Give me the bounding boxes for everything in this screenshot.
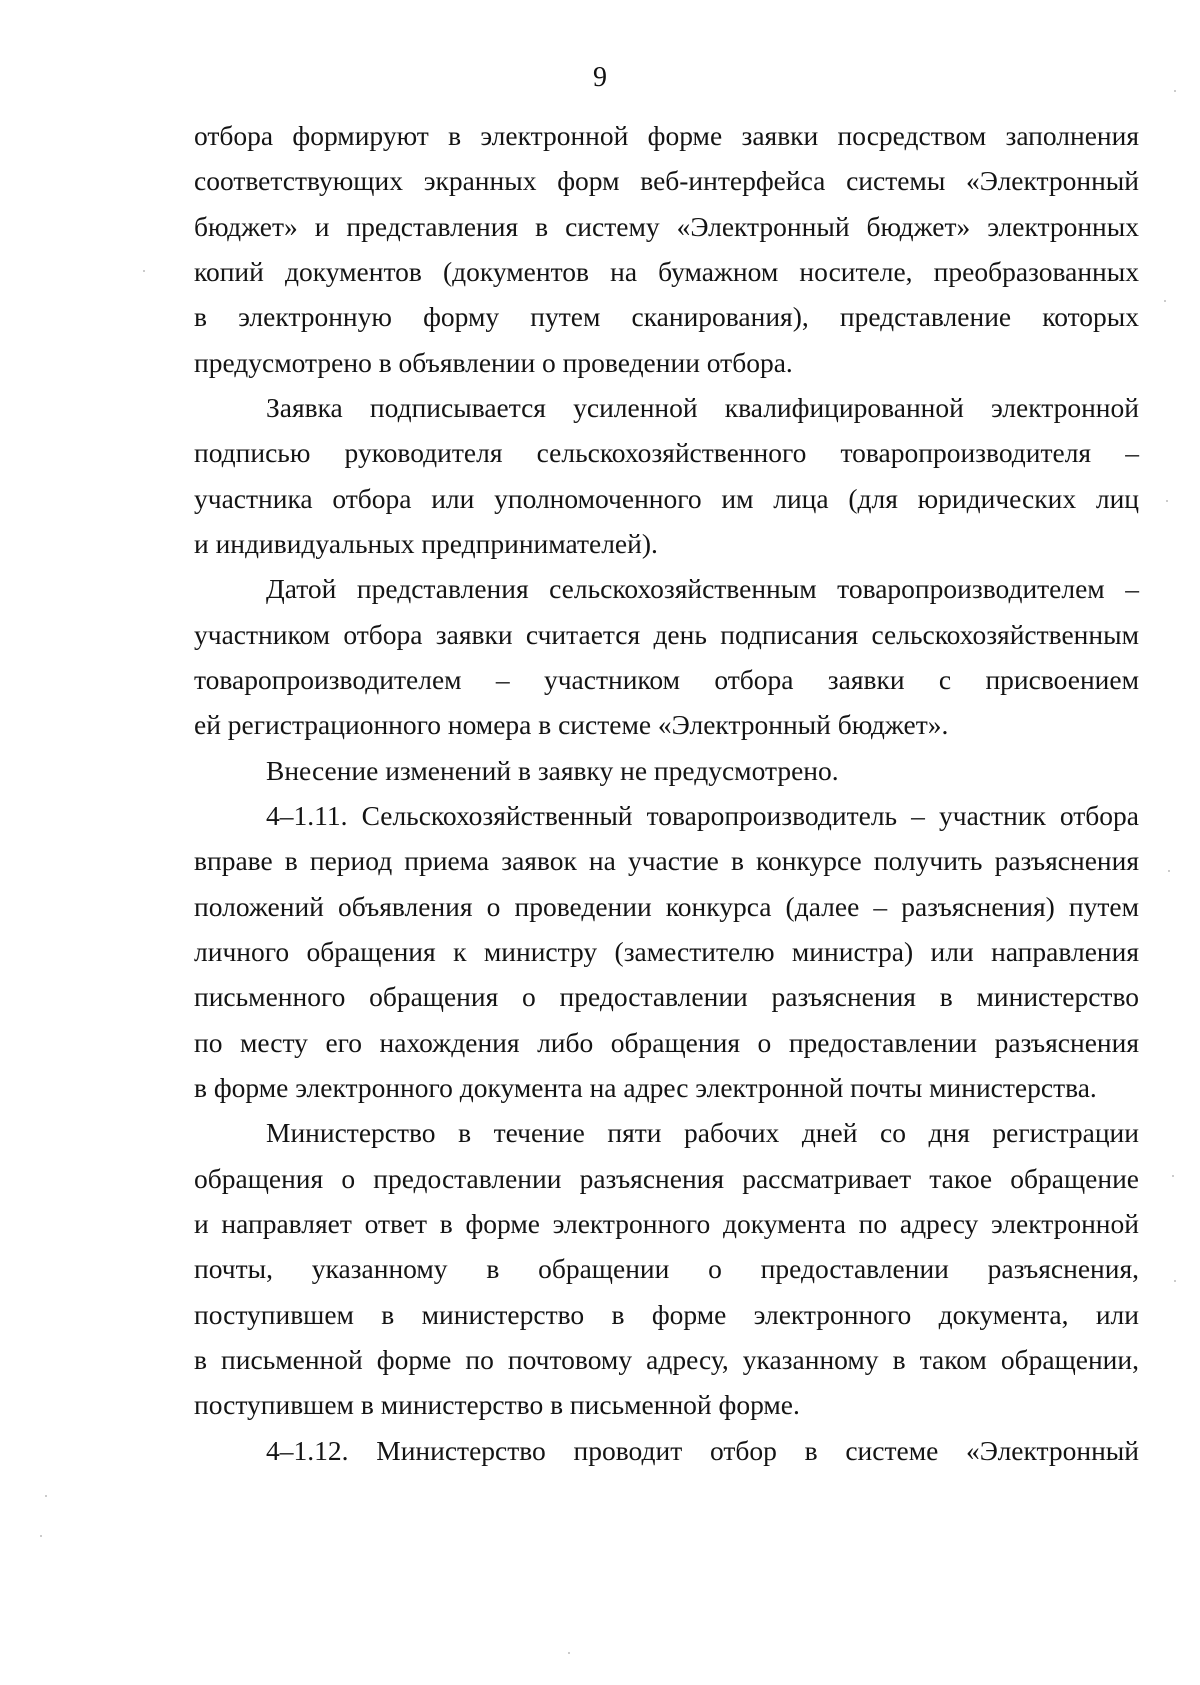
- text-line: в электронную форму путем сканирования), представление которых: [194, 301, 1139, 332]
- text-line: соответствующих экранных форм веб-интерфейса системы «Электронный: [194, 165, 1139, 196]
- scan-speck: [45, 1495, 47, 1497]
- text-line: и направляет ответ в форме электронного документа по адресу электронной: [194, 1208, 1139, 1239]
- text-line: копий документов (документов на бумажном носителе, преобразованных: [194, 256, 1139, 287]
- scan-speck: [143, 270, 145, 272]
- text-line: поступившем в министерство в письменной форме.: [194, 1389, 800, 1420]
- text-line: товаропроизводителем – участником отбора заявки с присвоением: [194, 664, 1139, 695]
- scan-speck: [1168, 870, 1170, 872]
- scan-speck: [40, 1535, 42, 1537]
- text-line: по месту его нахождения либо обращения о предоставлении разъяснения: [194, 1027, 1139, 1058]
- text-line: почты, указанному в обращении о предоставлении разъяснения,: [194, 1253, 1139, 1284]
- scan-speck: [1172, 1175, 1174, 1177]
- text-line: в письменной форме по почтовому адресу, указанному в таком обращении,: [194, 1344, 1139, 1375]
- text-line: отбора формируют в электронной форме заявки посредством заполнения: [194, 120, 1139, 151]
- text-line: участника отбора или уполномоченного им лица (для юридических лиц: [194, 483, 1139, 514]
- scan-speck: [1174, 1280, 1176, 1282]
- page-number: 9: [593, 62, 607, 93]
- text-line: поступившем в министерство в форме электронного документа, или: [194, 1299, 1139, 1330]
- text-line: бюджет» и представления в систему «Электронный бюджет» электронных: [194, 211, 1139, 242]
- text-line: 4–1.12. Министерство проводит отбор в системе «Электронный: [266, 1435, 1139, 1466]
- text-line: Заявка подписывается усиленной квалифицированной электронной: [266, 392, 1139, 423]
- text-line: ей регистрационного номера в системе «Электронный бюджет».: [194, 709, 949, 740]
- text-line: подписью руководителя сельскохозяйственного товаропроизводителя –: [194, 437, 1139, 468]
- text-line: участником отбора заявки считается день подписания сельскохозяйственным: [194, 619, 1139, 650]
- text-line: личного обращения к министру (заместителю министра) или направления: [194, 936, 1139, 967]
- text-line: Датой представления сельскохозяйственным товаропроизводителем –: [266, 573, 1139, 604]
- text-line: в форме электронного документа на адрес электронной почты министерства.: [194, 1072, 1097, 1103]
- text-line: 4–1.11. Сельскохозяйственный товаропроизводитель – участник отбора: [266, 800, 1139, 831]
- text-line: и индивидуальных предпринимателей).: [194, 528, 658, 559]
- text-line: Внесение изменений в заявку не предусмотрено.: [266, 755, 839, 786]
- scan-speck: [1166, 500, 1168, 502]
- scan-speck: [1164, 300, 1166, 302]
- scan-speck: [568, 1652, 570, 1654]
- text-line: письменного обращения о предоставлении разъяснения в министерство: [194, 981, 1139, 1012]
- text-line: Министерство в течение пяти рабочих дней со дня регистрации: [266, 1117, 1139, 1148]
- text-line: предусмотрено в объявлении о проведении отбора.: [194, 347, 793, 378]
- text-line: вправе в период приема заявок на участие в конкурсе получить разъяснения: [194, 845, 1139, 876]
- scan-speck: [1174, 90, 1176, 92]
- text-line: положений объявления о проведении конкурса (далее – разъяснения) путем: [194, 891, 1139, 922]
- text-line: обращения о предоставлении разъяснения рассматривает такое обращение: [194, 1163, 1139, 1194]
